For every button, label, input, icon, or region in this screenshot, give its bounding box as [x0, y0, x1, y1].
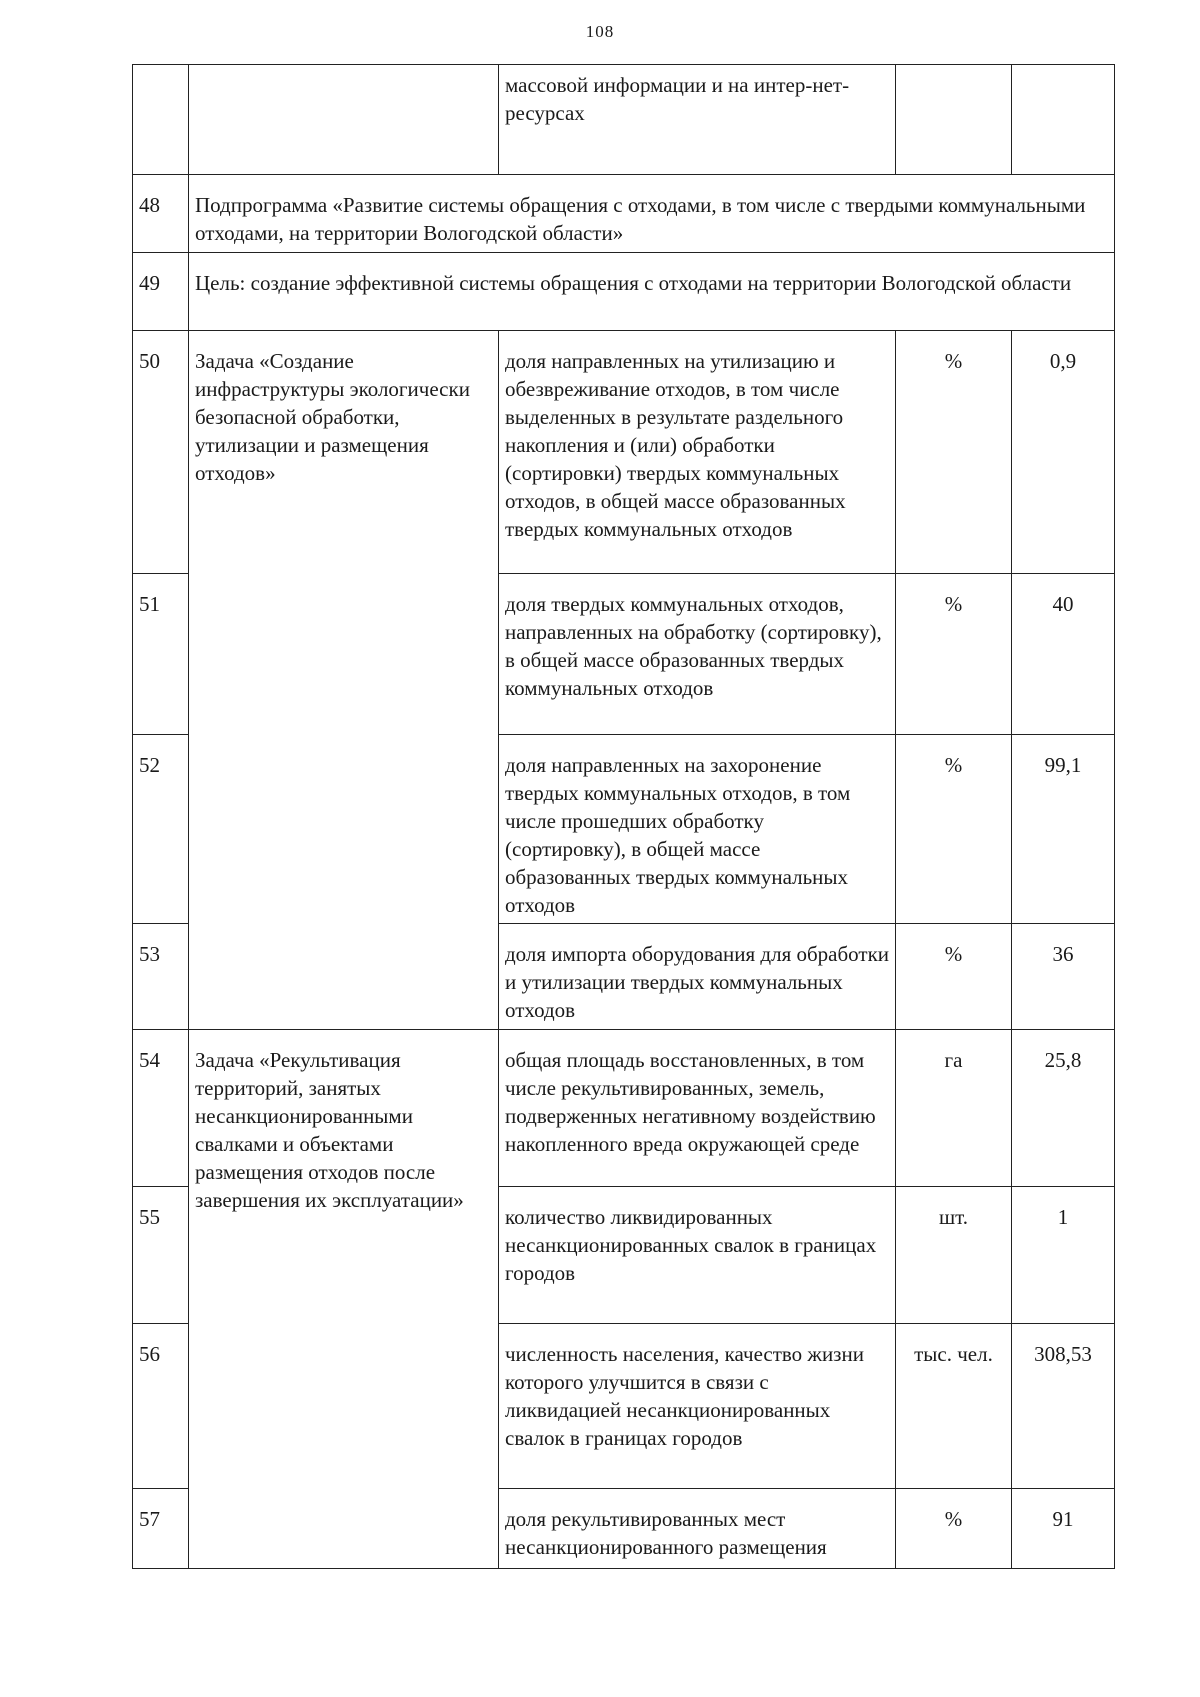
task-cell: Задача «Рекультивация территорий, занятых несанкционированными свалками и объектами размещения отходов после завершения их эксплуатации»	[189, 1030, 499, 1569]
row-number: 54	[133, 1030, 189, 1187]
row-number: 56	[133, 1324, 189, 1489]
row-number: 50	[133, 331, 189, 574]
table-row	[133, 253, 1115, 331]
row-number: 53	[133, 924, 189, 1030]
unit-cell: тыс. чел.	[896, 1324, 1012, 1489]
unit-cell: %	[896, 331, 1012, 574]
indicators-table	[132, 64, 1115, 1569]
indicator-cell: общая площадь восстановленных, в том числе рекультивированных, земель, подверженных негативному воздействию накопленного вреда окружающей среде	[499, 1030, 896, 1187]
indicator-cell: количество ликвидированных несанкционированных свалок в границах городов	[499, 1187, 896, 1324]
value-cell: 36	[1012, 924, 1115, 1030]
value-cell: 40	[1012, 574, 1115, 735]
value-cell: 1	[1012, 1187, 1115, 1324]
value-cell: 91	[1012, 1489, 1115, 1569]
row-number: 48	[133, 175, 189, 253]
subprogram-title: Подпрограмма «Развитие системы обращения с отходами, в том числе с твердыми коммунальными отходами, на территории Вологодской области»	[189, 175, 1115, 253]
unit-cell: шт.	[896, 1187, 1012, 1324]
value-cell: 25,8	[1012, 1030, 1115, 1187]
indicator-cell: численность населения, качество жизни которого улучшится в связи с ликвидацией несанкционированных свалок в границах городов	[499, 1324, 896, 1489]
row-number: 52	[133, 735, 189, 924]
task-cell: Задача «Создание инфраструктуры экологически безопасной обработки, утилизации и размещения отходов»	[189, 331, 499, 1030]
indicator-cell: доля направленных на захоронение твердых коммунальных отходов, в том числе прошедших обработку (сортировку), в общей массе образованных твердых коммунальных отходов	[499, 735, 896, 924]
table-row	[133, 331, 1115, 574]
table-row	[133, 65, 1115, 175]
goal-title: Цель: создание эффективной системы обращения с отходами на территории Вологодской области	[189, 253, 1115, 331]
indicator-cell: доля твердых коммунальных отходов, направленных на обработку (сортировку), в общей массе образованных твердых коммунальных отходов	[499, 574, 896, 735]
value-cell: 0,9	[1012, 331, 1115, 574]
task-cell	[189, 65, 499, 175]
unit-cell: %	[896, 1489, 1012, 1569]
row-number	[133, 65, 189, 175]
indicator-cell: доля импорта оборудования для обработки и утилизации твердых коммунальных отходов	[499, 924, 896, 1030]
table-row	[133, 1030, 1115, 1187]
row-number: 51	[133, 574, 189, 735]
indicator-cell: доля направленных на утилизацию и обезвреживание отходов, в том числе выделенных в результате раздельного накопления и (или) обработки (сортировки) твердых коммунальных отходов, в общей массе образованных твердых коммунальных отходов	[499, 331, 896, 574]
value-cell: 308,53	[1012, 1324, 1115, 1489]
unit-cell: %	[896, 574, 1012, 735]
value-cell: 99,1	[1012, 735, 1115, 924]
row-number: 49	[133, 253, 189, 331]
unit-cell: %	[896, 735, 1012, 924]
value-cell	[1012, 65, 1115, 175]
page-number: 108	[585, 22, 615, 41]
row-number: 57	[133, 1489, 189, 1569]
indicator-cell: массовой информации и на интер-нет-ресурсах	[499, 65, 896, 175]
table-row	[133, 175, 1115, 253]
unit-cell	[896, 65, 1012, 175]
unit-cell: %	[896, 924, 1012, 1030]
unit-cell: га	[896, 1030, 1012, 1187]
indicator-cell: доля рекультивированных мест несанкционированного размещения	[499, 1489, 896, 1569]
row-number: 55	[133, 1187, 189, 1324]
